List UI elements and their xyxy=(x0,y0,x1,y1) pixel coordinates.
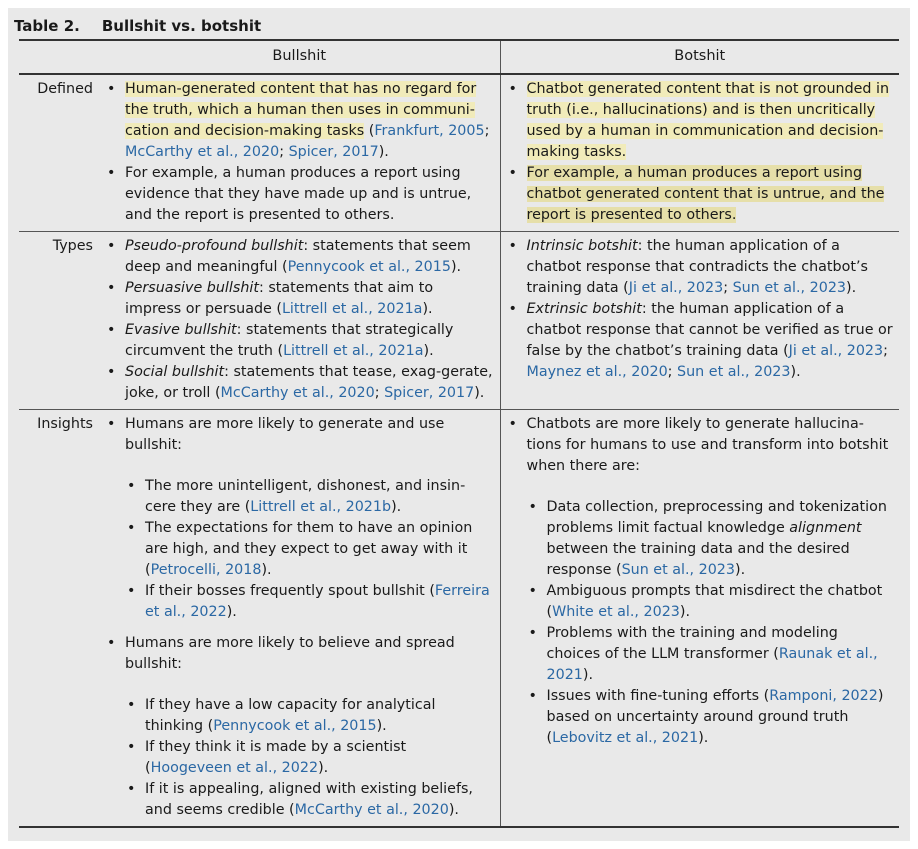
list-item: • Chatbots are more likely to generate hallucina-tions for humans to use and transform into botshit when there are: xyxy=(501,414,894,477)
row-label-types: Types xyxy=(19,232,99,410)
row-label-defined: Defined xyxy=(19,74,99,232)
cell-types-bullshit xyxy=(99,232,500,410)
citation-link[interactable]: McCarthy et al., 2020 xyxy=(125,144,280,160)
cell-defined-botshit xyxy=(500,74,899,232)
list-item: • Social bullshit: statements that tease, exag-gerate, joke, or troll (McCarthy et al., 2020; Spicer, 2017). xyxy=(99,362,494,404)
list-item: • Persuasive bullshit: statements that aim to impress or persuade (Littrell et al., 2021a). xyxy=(99,278,494,320)
citation-link[interactable]: Pennycook et al., 2015 xyxy=(287,259,451,275)
citation-link[interactable]: Pennycook et al., 2015 xyxy=(213,718,377,734)
list-item: • Evasive bullshit: statements that strategically circumvent the truth (Littrell et al., 2021a). xyxy=(99,320,494,362)
list-item: • Pseudo-profound bullshit: statements that seem deep and meaningful (Pennycook et al., 2015). xyxy=(99,236,494,278)
citation-link[interactable]: Hoogeveen et al., 2022 xyxy=(150,760,319,776)
cell-insights-bullshit xyxy=(99,410,500,828)
cell-types-botshit xyxy=(500,232,899,410)
table-caption xyxy=(14,17,261,35)
list-item: • For example, a human produces a report using evidence that they have made up and is untrue, and the report is presented to others. xyxy=(99,163,494,226)
list-item: • Human-generated content that has no regard for the truth, which a human then uses in communi-cation and decision-making tasks (Frankfurt, 2005; McCarthy et al., 2020; Spicer, 2017). xyxy=(99,79,494,163)
row-types xyxy=(19,232,899,410)
citation-link[interactable]: McCarthy et al., 2020 xyxy=(294,802,449,818)
list-item: • Extrinsic botshit: the human application of a chatbot response that cannot be verified as true or false by the chatbot’s training data (Ji et al., 2023; Maynez et al., 2020; Sun et al., 2023). xyxy=(501,299,894,383)
citation-link[interactable]: Ferreira et al., 2022 xyxy=(145,583,490,620)
cell-insights-botshit xyxy=(500,410,899,828)
citation-link[interactable]: Sun et al., 2023 xyxy=(677,364,791,380)
citation-link[interactable]: Spicer, 2017 xyxy=(288,144,379,160)
list-item: • For example, a human produces a report using chatbot generated content that is untrue, and the report is presented to others. xyxy=(501,163,894,226)
header-bullshit: Bullshit xyxy=(99,40,500,74)
citation-link[interactable]: Maynez et al., 2020 xyxy=(526,364,668,380)
citation-link[interactable]: Sun et al., 2023 xyxy=(732,280,847,296)
citation-link[interactable]: Littrell et al., 2021a xyxy=(283,343,424,359)
table-number: Table 2. xyxy=(14,17,80,35)
row-defined xyxy=(19,74,899,232)
row-label-insights: Insights xyxy=(19,410,99,828)
comparison-table xyxy=(19,39,899,828)
list-item: • The more unintelligent, dishonest, and insin-cere they are (Littrell et al., 2021b). xyxy=(119,476,494,518)
list-item: • Intrinsic botshit: the human application of a chatbot response that contradicts the chatbot’s training data (Ji et al., 2023; Sun et al., 2023). xyxy=(501,236,894,299)
list-item: • If their bosses frequently spout bullshit (Ferreira et al., 2022). xyxy=(119,581,494,623)
citation-link[interactable]: Ji et al., 2023 xyxy=(628,280,724,296)
citation-link[interactable]: Raunak et al., 2021 xyxy=(546,646,878,683)
citation-link[interactable]: Lebovitz et al., 2021 xyxy=(552,730,699,746)
list-item: • Humans are more likely to generate and use bullshit: xyxy=(99,414,494,456)
header-botshit: Botshit xyxy=(500,40,899,74)
list-item: • If it is appealing, aligned with existing beliefs, and seems credible (McCarthy et al., 2020). xyxy=(119,779,494,821)
citation-link[interactable]: Littrell et al., 2021a xyxy=(281,301,423,317)
citation-link[interactable]: McCarthy et al., 2020 xyxy=(220,385,375,401)
row-insights xyxy=(19,410,899,828)
citation-link[interactable]: Frankfurt, 2005 xyxy=(374,123,485,139)
table-title: Bullshit vs. botshit xyxy=(101,17,262,35)
citation-link[interactable]: Sun et al., 2023 xyxy=(621,562,736,578)
list-item: • Issues with fine-tuning efforts (Ramponi, 2022) based on uncertainty around ground truth (Lebovitz et al., 2021). xyxy=(521,686,894,749)
citation-link[interactable]: White et al., 2023 xyxy=(552,604,680,620)
list-item: • If they have a low capacity for analytical thinking (Pennycook et al., 2015). xyxy=(119,695,494,737)
list-item: • Data collection, preprocessing and tokenization problems limit factual knowledge alignment between the training data and the desired response (Sun et al., 2023). xyxy=(521,497,894,581)
citation-link[interactable]: Littrell et al., 2021b xyxy=(250,499,392,515)
list-item: • Humans are more likely to believe and spread bullshit: xyxy=(99,633,494,675)
cell-defined-bullshit xyxy=(99,74,500,232)
header-row xyxy=(19,40,899,74)
list-item: • If they think it is made by a scientist (Hoogeveen et al., 2022). xyxy=(119,737,494,779)
citation-link[interactable]: Spicer, 2017 xyxy=(384,385,475,401)
list-item: • Chatbot generated content that is not grounded in truth (i.e., hallucinations) and is then uncritically used by a human in communication and decision-making tasks. xyxy=(501,79,894,163)
citation-link[interactable]: Ramponi, 2022 xyxy=(769,688,878,704)
citation-link[interactable]: Petrocelli, 2018 xyxy=(150,562,262,578)
list-item: • Ambiguous prompts that misdirect the chatbot (White et al., 2023). xyxy=(521,581,894,623)
list-item: • Problems with the training and modeling choices of the LLM transformer (Raunak et al., 2021). xyxy=(521,623,894,686)
list-item: • The expectations for them to have an opinion are high, and they expect to get away with it (Petrocelli, 2018). xyxy=(119,518,494,581)
header-blank xyxy=(19,40,99,74)
citation-link[interactable]: Ji et al., 2023 xyxy=(788,343,884,359)
